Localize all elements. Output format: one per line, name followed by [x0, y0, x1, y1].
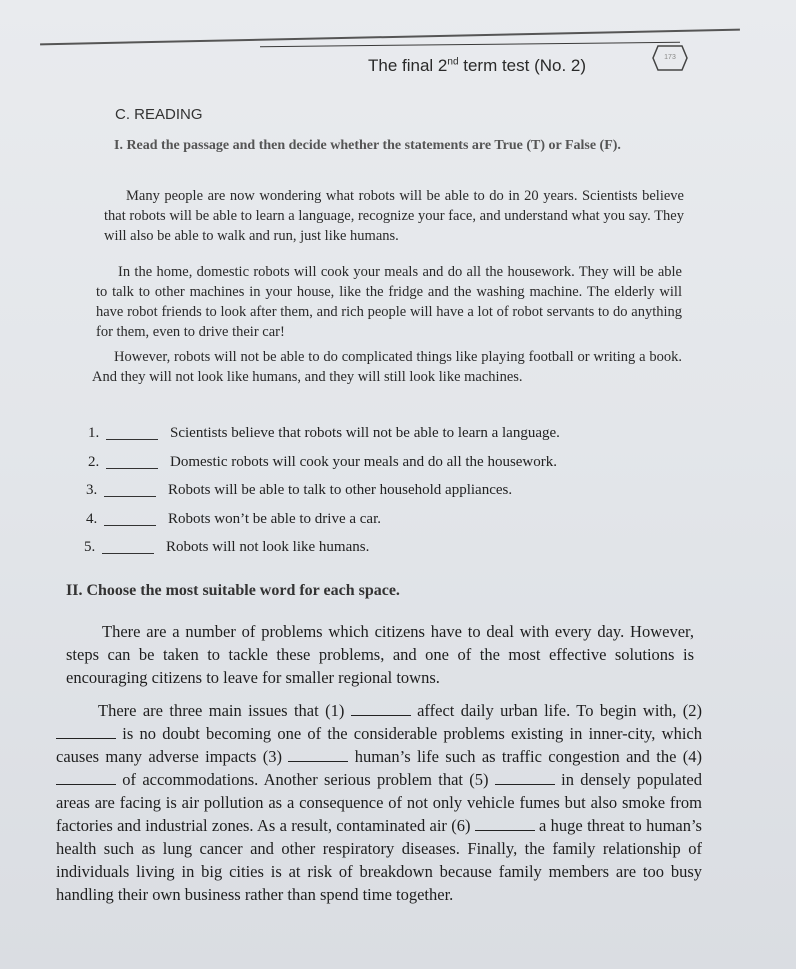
- cloze-blank-1[interactable]: [351, 701, 411, 716]
- statement-number: 1.: [88, 425, 100, 441]
- answer-blank-5[interactable]: [102, 553, 154, 554]
- cloze-blank-2[interactable]: [56, 724, 116, 739]
- statement-row: [86, 482, 646, 502]
- cloze-blank-5[interactable]: [495, 770, 555, 785]
- reading-paragraph-1: Many people are now wondering what robots will be able to do in 20 years. Scientists believe that robots will be able to learn a language, recognize your face, and understand what you say. They will also be able to walk and run, just like humans.: [104, 188, 684, 244]
- instruction-true-false: I. Read the passage and then decide whether the statements are True (T) or False (F).: [114, 138, 621, 153]
- statement-text: Scientists believe that robots will not be able to learn a language.: [170, 425, 560, 441]
- page-title: The final 2nd term test (No. 2): [368, 56, 587, 75]
- statement-row: [86, 511, 646, 531]
- statement-row: [88, 425, 648, 445]
- part2-heading: II. Choose the most suitable word for each space.: [66, 582, 400, 599]
- statement-text: Robots will be able to talk to other household appliances.: [168, 482, 513, 498]
- page-number-badge: [652, 44, 688, 72]
- header-rule-bottom: [260, 42, 680, 47]
- statement-text: Domestic robots will cook your meals and do all the housework.: [170, 454, 558, 470]
- statement-number: 4.: [86, 511, 98, 527]
- cloze-paragraph: There are three main issues that (1) affect daily urban life. To begin with, (2) is no doubt becoming one of the considerable problems existing in inner-city, which causes many adverse impacts (3) human’s life such as traffic congestion and the (4) of accommodations. Another serious problem that (5) in densely populated areas are facing is air pollution as a consequence of not only vehicle fumes but also smoke from factories and industrial zones. As a result, contaminated air (6) a huge threat to human’s health such as lung cancer and other respiratory diseases. Finally, the family relationship of individuals living in big cities is at risk of breakdown because family members are too busy handling their own business rather than spend time together.: [56, 701, 702, 904]
- statement-text: Robots will not look like humans.: [166, 539, 370, 555]
- section-heading: C. READING: [115, 106, 203, 123]
- reading-paragraph-2: In the home, domestic robots will cook your meals and do all the housework. They will be able to talk to other machines in your house, like the fridge and the washing machine. The elderly will have robot friends to look after them, and rich people will have a lot of robot servants to do anything for them, even to drive their car!: [96, 264, 682, 340]
- statement-number: 3.: [86, 482, 98, 498]
- cloze-intro-paragraph: There are a number of problems which citizens have to deal with every day. However, steps can be taken to tackle these problems, and one of the most effective solutions is encouraging citizens to leave for smaller regional towns.: [66, 622, 694, 687]
- cloze-blank-6[interactable]: [475, 816, 535, 831]
- answer-blank-4[interactable]: [104, 525, 156, 526]
- page-number: 173: [664, 54, 676, 61]
- cloze-blank-4[interactable]: [56, 770, 116, 785]
- reading-paragraph-3: However, robots will not be able to do complicated things like playing football or writing a book. And they will not look like humans, and they will still look like machines.: [92, 349, 682, 385]
- answer-blank-2[interactable]: [106, 468, 158, 469]
- statement-number: 5.: [84, 539, 96, 555]
- statement-row: [84, 539, 644, 559]
- statement-row: [88, 454, 648, 474]
- answer-blank-3[interactable]: [104, 496, 156, 497]
- answer-blank-1[interactable]: [106, 439, 158, 440]
- statement-text: Robots won’t be able to drive a car.: [168, 511, 382, 527]
- statement-number: 2.: [88, 454, 100, 470]
- cloze-blank-3[interactable]: [288, 747, 348, 762]
